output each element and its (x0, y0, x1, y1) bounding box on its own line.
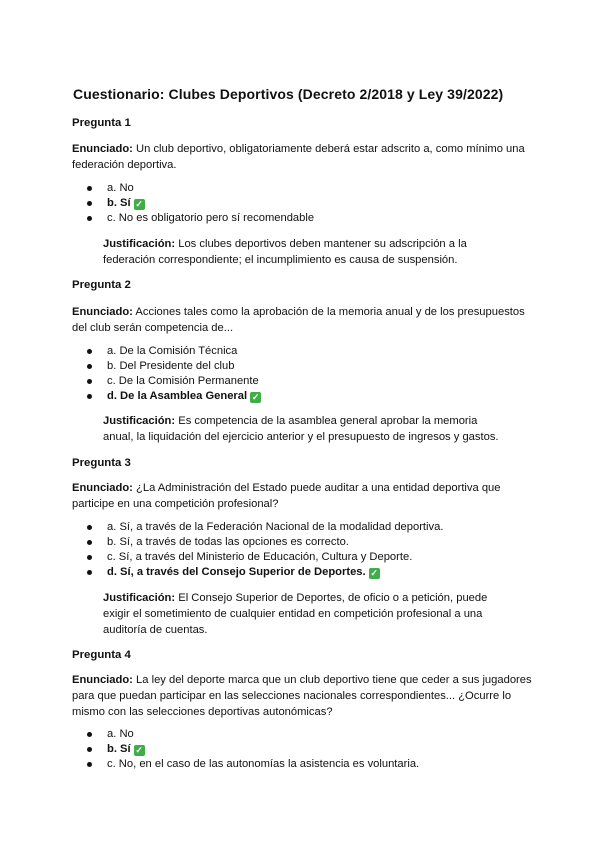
statement-label: Enunciado: (72, 143, 133, 155)
justification-label: Justificación: (103, 415, 176, 427)
option-c: c. No es obligatorio pero sí recomendable (85, 211, 545, 226)
question-3-justification (103, 590, 503, 638)
option-b: b. Sí, a través de todas las opciones es correcto. (85, 535, 545, 550)
option-b-correct: b. Sí ✓ (85, 742, 545, 757)
question-2-justification (103, 413, 503, 445)
check-mark-icon: ✓ (135, 745, 143, 755)
question-3-options (85, 520, 545, 580)
justification-text: Es competencia de la asamblea general aprobar la memoria anual, la liquidación del ejercicio anterior y el presupuesto de ingresos y gastos. (103, 415, 499, 443)
option-a: a. No (85, 181, 545, 196)
question-3-statement (72, 480, 542, 512)
statement-text: La ley del deporte marca que un club deportivo tiene que ceder a sus jugadores para que puedan participar en las selecciones nacionales correspondientes... ¿Ocurre lo mismo con las selecciones deportivas autonómicas? (72, 674, 532, 718)
document-title: Cuestionario: Clubes Deportivos (Decreto 2/2018 y Ley 39/2022) (73, 86, 504, 102)
statement-label: Enunciado: (72, 482, 133, 494)
check-mark-icon: ✓ (370, 568, 378, 578)
question-2-heading: Pregunta 2 (72, 279, 131, 291)
question-3-heading: Pregunta 3 (72, 457, 131, 469)
question-2-statement (72, 304, 542, 336)
check-mark-icon: ✓ (251, 392, 260, 402)
question-4-heading: Pregunta 4 (72, 649, 131, 661)
question-1-justification (103, 236, 503, 268)
option-c: c. No, en el caso de las autonomías la asistencia es voluntaria. (85, 757, 545, 772)
question-4-statement (72, 672, 542, 720)
question-1-options (85, 181, 545, 226)
statement-text: Un club deportivo, obligatoriamente deberá estar adscrito a, como mínimo una federación deportiva. (72, 143, 525, 171)
question-1-statement (72, 141, 542, 173)
option-c: c. De la Comisión Permanente (85, 374, 545, 389)
option-a: a. No (85, 727, 545, 742)
option-a: a. Sí, a través de la Federación Nacional de la modalidad deportiva. (85, 520, 545, 535)
statement-text: Acciones tales como la aprobación de la memoria anual y de los presupuestos del club serán competencia de... (72, 306, 525, 334)
option-b: b. Del Presidente del club (85, 359, 545, 374)
check-mark-icon: ✓ (135, 199, 143, 209)
option-a: a. De la Comisión Técnica (85, 344, 545, 359)
statement-text: ¿La Administración del Estado puede auditar a una entidad deportiva que participe en una competición profesional? (72, 482, 501, 510)
option-d-correct: d. De la Asamblea General ✓ (85, 389, 545, 404)
question-2-options (85, 344, 545, 404)
option-b-correct: b. Sí ✓ (85, 196, 545, 211)
justification-text: Los clubes deportivos deben mantener su adscripción a la federación correspondiente; el incumplimiento es causa de suspensión. (103, 238, 467, 266)
justification-label: Justificación: (103, 238, 176, 250)
option-c: c. Sí, a través del Ministerio de Educación, Cultura y Deporte. (85, 550, 545, 565)
statement-label: Enunciado: (72, 306, 133, 318)
justification-label: Justificación: (103, 592, 176, 604)
option-d-correct: d. Sí, a través del Consejo Superior de Deportes. ✓ (85, 565, 545, 580)
question-4-options (85, 727, 545, 772)
statement-label: Enunciado: (72, 674, 133, 686)
justification-text: El Consejo Superior de Deportes, de oficio o a petición, puede exigir el sometimiento de cualquier entidad en competición profesional a una auditoría de cuentas. (103, 592, 488, 636)
question-1-heading: Pregunta 1 (72, 117, 131, 129)
